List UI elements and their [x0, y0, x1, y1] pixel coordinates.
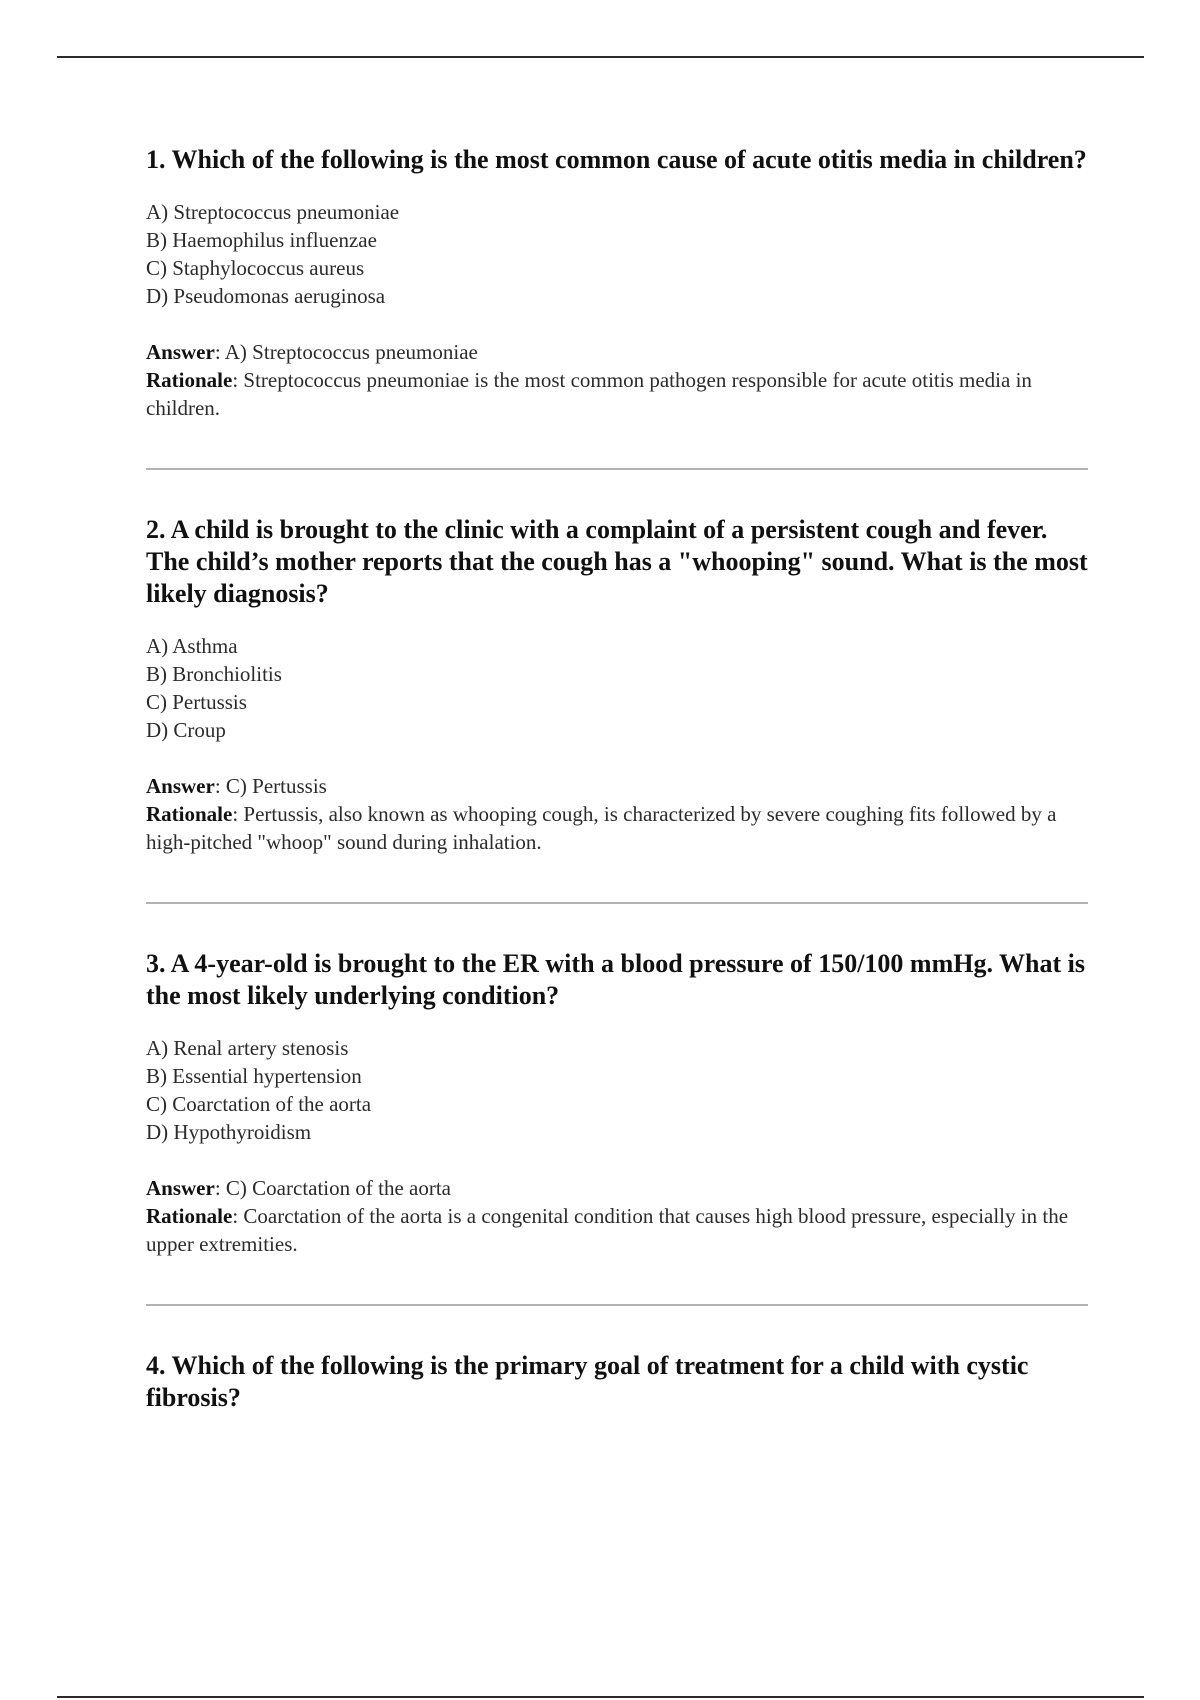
question-separator	[146, 902, 1088, 904]
rationale-text: Coarctation of the aorta is a congenital condition that causes high blood pressure, especially in the upper extremities.	[146, 1204, 1069, 1256]
answer-text: C) Pertussis	[225, 774, 327, 798]
answer-text: C) Coarctation of the aorta	[225, 1176, 452, 1200]
question-separator	[146, 468, 1088, 470]
question-3	[146, 948, 1088, 1258]
option-d: D) Hypothyroidism	[146, 1120, 312, 1144]
option-d: D) Pseudomonas aeruginosa	[146, 284, 386, 308]
options-list	[146, 1034, 1088, 1146]
top-rule	[57, 56, 1144, 58]
answer-label: Answer	[146, 1176, 215, 1200]
answer-text: A) Streptococcus pneumoniae	[224, 340, 478, 364]
question-title: 1. Which of the following is the most common cause of acute otitis media in children?	[146, 145, 1087, 174]
answer-label: Answer	[146, 340, 215, 364]
question-title: 4. Which of the following is the primary goal of treatment for a child with cystic fibrosis?	[146, 1351, 1029, 1412]
option-a: A) Asthma	[146, 634, 238, 658]
question-title: 2. A child is brought to the clinic with a complaint of a persistent cough and fever. The child’s mother reports that the cough has a "whooping" sound. What is the most likely diagnosis?	[146, 515, 1088, 608]
option-a: A) Streptococcus pneumoniae	[146, 200, 400, 224]
answer-block	[146, 338, 1088, 422]
rationale-line: Rationale: Streptococcus pneumoniae is the most common pathogen responsible for acute otitis media in children.	[146, 368, 1032, 420]
option-a: A) Renal artery stenosis	[146, 1036, 349, 1060]
rationale-label: Rationale	[146, 802, 233, 826]
option-c: C) Pertussis	[146, 690, 247, 714]
option-d: D) Croup	[146, 718, 226, 742]
rationale-text: Pertussis, also known as whooping cough, is characterized by severe coughing fits followed by a high-pitched "whoop" sound during inhalation.	[146, 802, 1057, 854]
option-c: C) Coarctation of the aorta	[146, 1092, 372, 1116]
options-list	[146, 632, 1088, 744]
answer-line: Answer: C) Pertussis	[146, 774, 327, 798]
options-list	[146, 198, 1088, 310]
rationale-line: Rationale: Coarctation of the aorta is a congenital condition that causes high blood pressure, especially in the upper extremities.	[146, 1204, 1069, 1256]
answer-line: Answer: A) Streptococcus pneumoniae	[146, 340, 478, 364]
answer-label: Answer	[146, 774, 215, 798]
question-4	[146, 1350, 1088, 1414]
rationale-label: Rationale	[146, 1204, 233, 1228]
question-2	[146, 514, 1088, 856]
option-b: B) Haemophilus influenzae	[146, 228, 377, 252]
rationale-text: Streptococcus pneumoniae is the most common pathogen responsible for acute otitis media in children.	[146, 368, 1032, 420]
option-c: C) Staphylococcus aureus	[146, 256, 365, 280]
question-title: 3. A 4-year-old is brought to the ER with a blood pressure of 150/100 mmHg. What is the most likely underlying condition?	[146, 949, 1085, 1010]
bottom-rule	[57, 1696, 1144, 1698]
option-b: B) Bronchiolitis	[146, 662, 282, 686]
rationale-label: Rationale	[146, 368, 233, 392]
option-b: B) Essential hypertension	[146, 1064, 362, 1088]
rationale-line: Rationale: Pertussis, also known as whooping cough, is characterized by severe coughing fits followed by a high-pitched "whoop" sound during inhalation.	[146, 802, 1057, 854]
question-1	[146, 144, 1088, 422]
answer-block	[146, 1174, 1088, 1258]
answer-line: Answer: C) Coarctation of the aorta	[146, 1176, 452, 1200]
document-body	[146, 144, 1088, 1436]
answer-block	[146, 772, 1088, 856]
question-separator	[146, 1304, 1088, 1306]
